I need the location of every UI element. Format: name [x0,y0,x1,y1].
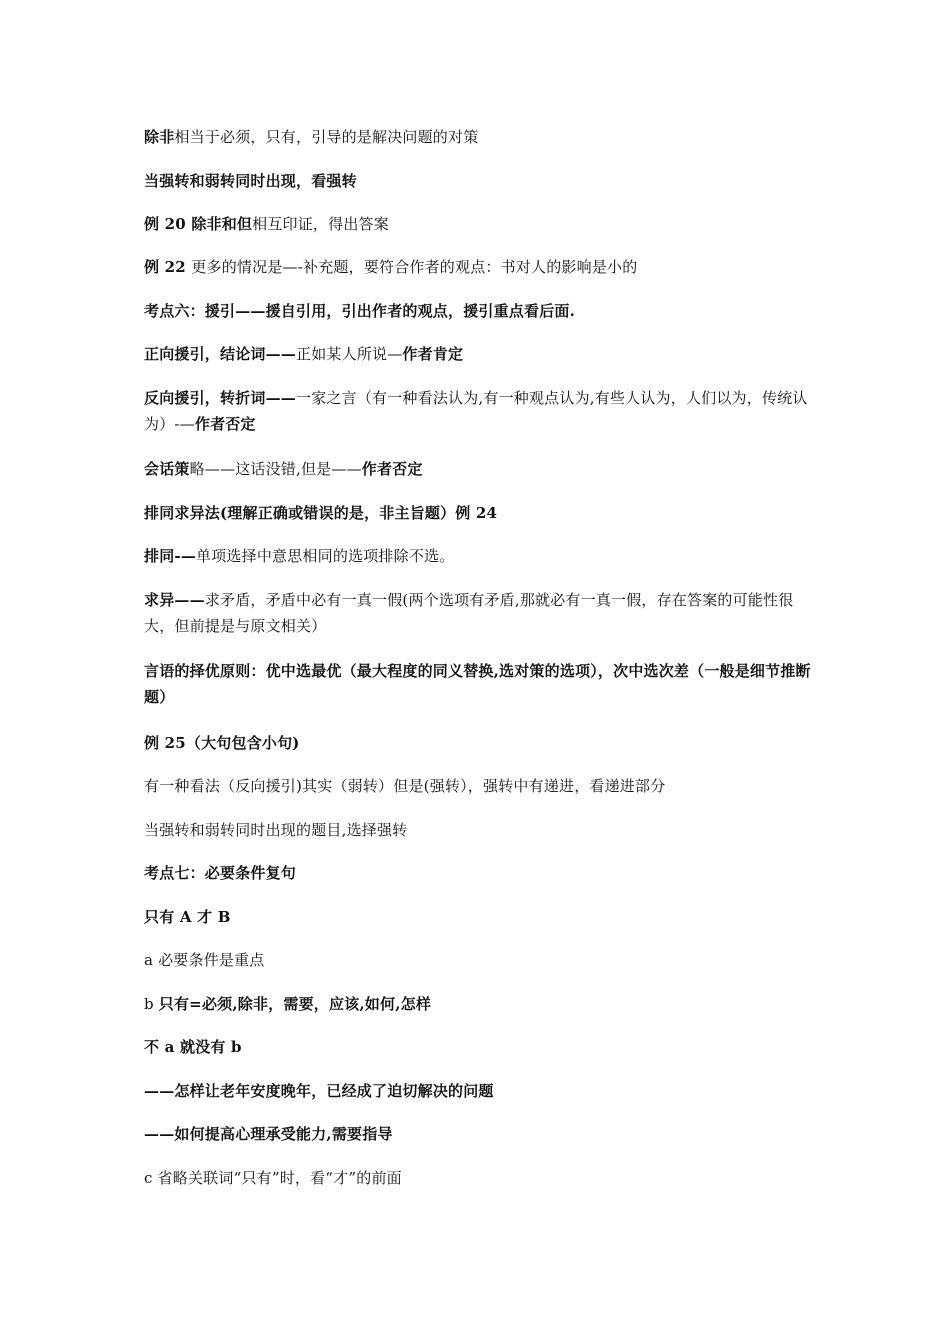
paragraph-point-seven [144,860,814,886]
body-text: b [144,995,159,1013]
paragraph-item-c [144,1165,814,1191]
bold-text: 只有 A 才 B [144,908,231,926]
body-text: 相当于必须，只有，引导的是解决问题的对策 [174,128,479,146]
bold-text: 作者肯定 [402,345,464,363]
bold-text: ——怎样让老年安度晚年，已经成了迫切解决的问题 [144,1082,494,1100]
bold-text: 例 22 [144,258,192,276]
paragraph-chufei [144,124,814,150]
paragraph-viewpoint [144,773,814,799]
bold-text: 反向援引，转折词—— [144,389,297,407]
paragraph-elimination-method [144,500,814,526]
bold-text: 不 a 就没有 b [144,1038,242,1056]
paragraph-point-six [144,298,814,324]
body-text: 单项选择中意思相同的选项排除不选。 [196,547,455,565]
bold-text: 例 20 除非和但 [144,215,253,233]
paragraph-choose-strong [144,817,814,843]
body-text: 有一种看法（反向援引)其实（弱转）但是(强转），强转中有递进，看递进部分 [144,777,666,795]
section-heading: 考点六：援引——援自引用，引出作者的观点，援引重点看后面. [144,302,576,320]
body-text: 当强转和弱转同时出现的题目,选择强转 [144,821,408,839]
paragraph-example-25 [144,730,814,756]
bold-text: 求异—— [144,591,205,609]
paragraph-conversation [144,456,814,482]
paragraph-strong-weak [144,168,814,194]
paragraph-seek-difference [144,587,814,639]
bold-text: 作者否定 [361,460,423,478]
paragraph-selection-principle [144,658,814,710]
paragraph-item-a [144,947,814,973]
body-text: 求矛盾，矛盾中必有一真一假(两个选项有矛盾,那就必有一真一假，存在答案的可能性很大，但前提是与原文相关） [144,591,794,635]
paragraph-example-22 [144,254,814,280]
paragraph-not-a-no-b [144,1034,814,1060]
body-text: 相互印证，得出答案 [252,215,389,233]
bold-text: 除非 [144,128,175,146]
paragraph-positive-citation [144,341,814,367]
bold-text: 正向援引，结论词—— [144,345,297,363]
bold-text: 会话策 [144,460,190,478]
bold-text: 当强转和弱转同时出现，看强转 [144,172,357,190]
bold-text: 作者否定 [194,415,256,433]
paragraph-only-a-then-b [144,904,814,930]
bold-text: ——如何提高心理承受能力,需要指导 [144,1125,393,1143]
bold-text: 排同求异法(理解正确或错误的是，非主旨题）例 24 [144,504,498,522]
body-text: c 省略关联词“只有”时，看“才”的前面 [144,1169,402,1187]
paragraph-example-elderly [144,1078,814,1104]
body-text: 正如某人所说— [296,345,403,363]
section-heading: 考点七：必要条件复句 [144,864,297,882]
body-text: 略——这话没错,但是—— [189,460,362,478]
paragraph-example-20 [144,211,814,237]
bold-text: 言语的择优原则：优中选最优（最大程度的同义替换,选对策的选项），次中选次差（一般是细节推断题） [144,662,811,706]
paragraph-negative-citation [144,385,814,437]
bold-text: 排同-— [144,547,197,565]
paragraph-example-psychology [144,1121,814,1147]
paragraph-exclude-same [144,543,814,569]
bold-text: 只有=必须,除非，需要，应该,如何,怎样 [158,995,432,1013]
paragraph-item-b [144,991,814,1017]
body-text: 更多的情况是—-补充题，要符合作者的观点：书对人的影响是小的 [191,258,638,276]
bold-text: 例 25（大句包含小句) [144,734,300,752]
body-text: a 必要条件是重点 [144,951,265,969]
body-text: 一家之言（有一种看法认为,有一种观点认为,有些人认为，人们以为，传统认为）-— [144,389,808,433]
